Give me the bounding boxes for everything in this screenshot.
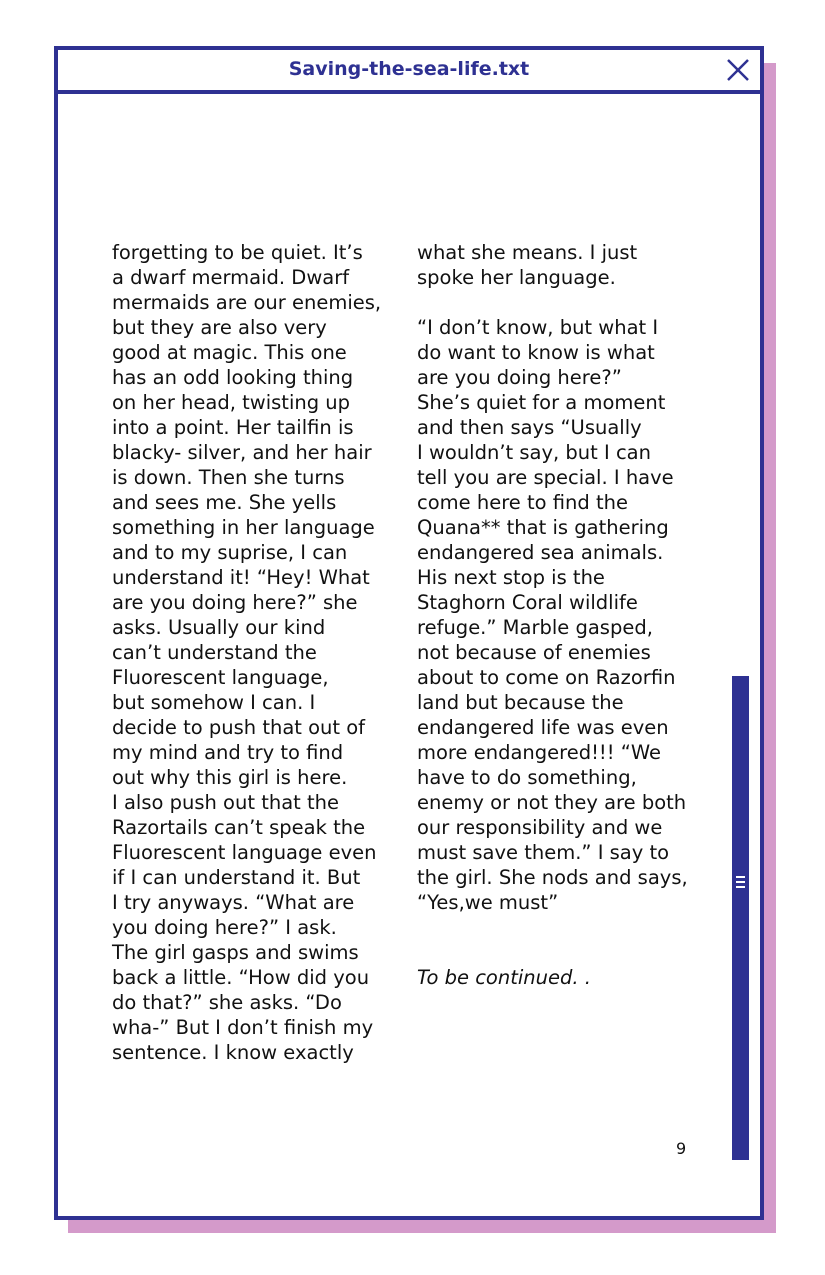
- text-line: can’t understand the: [112, 641, 317, 664]
- text-line: but they are also very: [112, 316, 327, 339]
- text-line: into a point. Her tailfin is: [112, 416, 354, 439]
- text-line: back a little. “How did you: [112, 966, 370, 989]
- text-line: and sees me. She yells: [112, 491, 337, 514]
- close-icon: [724, 56, 752, 84]
- text-line: endangered life was even: [417, 716, 669, 739]
- text-line: are you doing here?” she: [112, 591, 358, 614]
- text-line: I also push out that the: [112, 791, 339, 814]
- text-line: our responsibility and we: [417, 816, 663, 839]
- text-line: “I don’t know, but what I: [417, 316, 659, 339]
- page-number: 9: [676, 1139, 687, 1158]
- text-line: mermaids are our enemies,: [112, 291, 382, 314]
- text-line: “Yes,we must”: [417, 891, 559, 914]
- text-line: I wouldn’t say, but I can: [417, 441, 651, 464]
- text-line: spoke her language.: [417, 266, 616, 289]
- text-line: Staghorn Coral wildlife: [417, 591, 638, 614]
- text-line: understand it! “Hey! What: [112, 566, 370, 589]
- window-title: Saving-the-sea-life.txt: [288, 58, 530, 80]
- text-line: come here to find the: [417, 491, 628, 514]
- text-line: Quana** that is gathering: [417, 516, 669, 539]
- text-line: tell you are special. I have: [417, 466, 674, 489]
- text-line: something in her language: [112, 516, 375, 539]
- text-line: The girl gasps and swims: [112, 941, 359, 964]
- text-column-right: [417, 240, 707, 915]
- text-line: decide to push that out of: [112, 716, 366, 739]
- text-line: what she means. I just: [417, 241, 638, 264]
- text-line: Fluorescent language even: [112, 841, 377, 864]
- text-line: you doing here?” I ask.: [112, 916, 337, 939]
- text-line: good at magic. This one: [112, 341, 347, 364]
- text-line: [417, 290, 707, 315]
- text-line: Razortails can’t speak the: [112, 816, 366, 839]
- text-line: forgetting to be quiet. It’s: [112, 241, 363, 264]
- text-line: enemy or not they are both: [417, 791, 687, 814]
- text-line: do that?” she asks. “Do: [112, 991, 342, 1014]
- text-line: I try anyways. “What are: [112, 891, 355, 914]
- text-line: are you doing here?”: [417, 366, 622, 389]
- text-line: She’s quiet for a moment: [417, 391, 666, 414]
- text-line: refuge.” Marble gasped,: [417, 616, 653, 639]
- text-line: His next stop is the: [417, 566, 605, 589]
- title-bar: [58, 50, 760, 94]
- text-line: have to do something,: [417, 766, 637, 789]
- text-line: asks. Usually our kind: [112, 616, 326, 639]
- text-line: on her head, twisting up: [112, 391, 351, 414]
- text-line: the girl. She nods and says,: [417, 866, 688, 889]
- text-line: endangered sea animals.: [417, 541, 664, 564]
- text-line: and to my suprise, I can: [112, 541, 348, 564]
- text-line: sentence. I know exactly: [112, 1041, 354, 1064]
- close-button[interactable]: [724, 56, 752, 84]
- document-window: [54, 46, 764, 1220]
- text-line: if I can understand it. But: [112, 866, 361, 889]
- text-line: has an odd looking thing: [112, 366, 354, 389]
- text-line: about to come on Razorfin: [417, 666, 676, 689]
- text-line: but somehow I can. I: [112, 691, 316, 714]
- text-line: blacky- silver, and her hair: [112, 441, 372, 464]
- text-line: more endangered!!! “We: [417, 741, 661, 764]
- to-be-continued-text: To be continued. .: [417, 966, 591, 989]
- text-line: land but because the: [417, 691, 624, 714]
- text-line: not because of enemies: [417, 641, 651, 664]
- text-line: a dwarf mermaid. Dwarf: [112, 266, 350, 289]
- text-line: Fluorescent language,: [112, 666, 329, 689]
- scrollbar-thumb[interactable]: [732, 676, 749, 1160]
- text-line: out why this girl is here.: [112, 766, 348, 789]
- grip-lines-icon: [736, 876, 745, 890]
- text-line: and then says “Usually: [417, 416, 642, 439]
- text-line: my mind and try to find: [112, 741, 344, 764]
- text-line: is down. Then she turns: [112, 466, 345, 489]
- text-line: must save them.” I say to: [417, 841, 670, 864]
- text-column-left: [112, 240, 392, 1065]
- text-line: do want to know is what: [417, 341, 655, 364]
- text-line: wha-” But I don’t finish my: [112, 1016, 374, 1039]
